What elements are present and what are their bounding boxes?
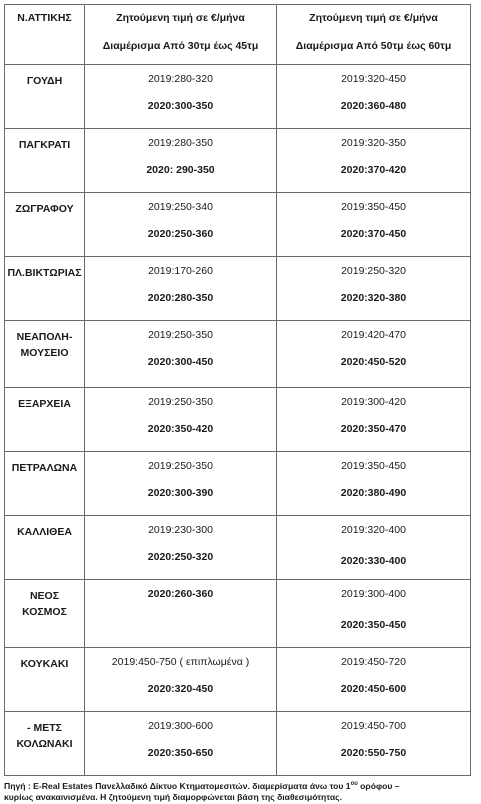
price-2020: 2020:280-350	[147, 292, 214, 304]
price-2020: 2020:250-320	[147, 551, 214, 563]
price-2019: 2019:250-340	[148, 201, 213, 213]
price-2020: 2020:300-450	[147, 356, 214, 368]
price-2019: 2019:230-300	[148, 524, 213, 536]
table-row	[5, 452, 471, 516]
price-2020: 2020:450-600	[340, 683, 407, 695]
source-text: Πηγή : E-Real Estates Πανελλαδικό Δίκτυο Κτηματομεσιτών. διαμερίσματα άνω του 1	[4, 780, 351, 791]
area-name: ΓΟΥΔΗ	[5, 65, 85, 129]
small-apartment-prices	[85, 712, 277, 776]
area-name: ΠΑΓΚΡΑΤΙ	[5, 129, 85, 193]
table-row	[5, 65, 471, 129]
small-apartment-prices	[85, 516, 277, 580]
price-2020: 2020:260-360	[147, 588, 214, 600]
area-name: ΚΑΛΛΙΘΕΑ	[5, 516, 85, 580]
price-2019: 2019:250-320	[341, 265, 406, 277]
header-large-line2: Διαμέρισμα Από 50τμ έως 60τμ	[295, 40, 452, 52]
table-row	[5, 712, 471, 776]
price-2020: 2020:300-350	[147, 100, 214, 112]
area-name-line2: ΚΟΛΩΝΑΚΙ	[16, 738, 73, 750]
price-2020: 2020:370-420	[340, 164, 407, 176]
area-name	[5, 580, 85, 648]
header-large-line1: Ζητούμενη τιμή σε €/μήνα	[309, 12, 438, 24]
header-area: Ν.ΑΤΤΙΚΗΣ	[5, 5, 85, 65]
price-2019: 2019:450-750 ( επιπλωμένα )	[111, 656, 250, 668]
large-apartment-prices	[277, 580, 471, 648]
price-2020: 2020:370-450	[340, 228, 407, 240]
small-apartment-prices	[85, 580, 277, 648]
price-2020: 2020:360-480	[340, 100, 407, 112]
small-apartment-prices	[85, 65, 277, 129]
small-apartment-prices	[85, 257, 277, 321]
price-2020: 2020:350-470	[340, 423, 407, 435]
price-2020: 2020:450-520	[340, 356, 407, 368]
header-small-apartments	[85, 5, 277, 65]
large-apartment-prices	[277, 712, 471, 776]
area-name-line1: - ΜΕΤΣ	[27, 722, 62, 734]
area-name-line1: ΝΕΑΠΟΛΗ-	[16, 331, 73, 343]
price-2019: 2019:420-470	[341, 329, 406, 341]
table-row	[5, 193, 471, 257]
area-name: ΠΕΤΡΑΛΩΝΑ	[5, 452, 85, 516]
area-name-line2: ΜΟΥΣΕΙΟ	[20, 347, 69, 359]
area-name-line1: ΝΕΟΣ	[29, 590, 60, 602]
small-apartment-prices	[85, 321, 277, 388]
large-apartment-prices	[277, 129, 471, 193]
area-name: ΕΞΑΡΧΕΙΑ	[5, 388, 85, 452]
price-2020: 2020:300-390	[147, 487, 214, 499]
price-2019: 2019:250-350	[148, 396, 213, 408]
table-row	[5, 580, 471, 648]
large-apartment-prices	[277, 452, 471, 516]
document-page	[4, 4, 473, 804]
source-text-line2: κυρίως ανακαινισμένα. Η ζητούμενη τιμή διαμορφώνεται βάση της διαθεσιμότητας.	[4, 792, 343, 803]
table-row	[5, 648, 471, 712]
header-small-line2: Διαμέρισμα Από 30τμ έως 45τμ	[102, 40, 259, 52]
price-2019: 2019:170-260	[148, 265, 213, 277]
small-apartment-prices	[85, 129, 277, 193]
area-name-line2: ΚΟΣΜΟΣ	[22, 606, 67, 618]
area-name: ΖΩΓΡΑΦΟΥ	[5, 193, 85, 257]
price-2019: 2019:250-350	[148, 329, 213, 341]
price-2019: 2019:320-450	[341, 73, 406, 85]
small-apartment-prices	[85, 193, 277, 257]
price-2019: 2019:320-400	[341, 524, 406, 536]
price-2020: 2020: 290-350	[146, 164, 215, 176]
table-row	[5, 129, 471, 193]
small-apartment-prices	[85, 648, 277, 712]
table-row	[5, 257, 471, 321]
price-2019: 2019:250-350	[148, 460, 213, 472]
price-2019: 2019:300-400	[341, 588, 406, 600]
price-2020: 2020:250-360	[147, 228, 214, 240]
area-name	[5, 321, 85, 388]
header-large-apartments	[277, 5, 471, 65]
large-apartment-prices	[277, 388, 471, 452]
price-2019: 2019:300-420	[341, 396, 406, 408]
price-2020: 2020:320-450	[147, 683, 214, 695]
price-2020: 2020:380-490	[340, 487, 407, 499]
source-note	[4, 779, 464, 804]
price-2020: 2020:330-400	[340, 555, 407, 567]
small-apartment-prices	[85, 452, 277, 516]
table-row	[5, 321, 471, 388]
price-2020: 2020:350-420	[147, 423, 214, 435]
price-2019: 2019:300-600	[148, 720, 213, 732]
large-apartment-prices	[277, 65, 471, 129]
large-apartment-prices	[277, 516, 471, 580]
source-superscript: ου	[350, 781, 358, 787]
price-2019: 2019:450-720	[341, 656, 406, 668]
large-apartment-prices	[277, 321, 471, 388]
table-header-row	[5, 5, 471, 65]
price-2020: 2020:550-750	[340, 747, 407, 759]
source-text-end: ορόφου –	[357, 780, 400, 791]
price-2020: 2020:350-650	[147, 747, 214, 759]
area-name: ΚΟΥΚΑΚΙ	[5, 648, 85, 712]
table-row	[5, 516, 471, 580]
price-2020: 2020:320-380	[340, 292, 407, 304]
price-2019: 2019:450-700	[341, 720, 406, 732]
price-2019: 2019:280-350	[148, 137, 213, 149]
price-2019: 2019:350-450	[341, 460, 406, 472]
price-2019: 2019:320-350	[341, 137, 406, 149]
price-2019: 2019:350-450	[341, 201, 406, 213]
price-2019: 2019:280-320	[148, 73, 213, 85]
price-2020: 2020:350-450	[340, 619, 407, 631]
table-row	[5, 388, 471, 452]
area-name	[5, 712, 85, 776]
header-small-line1: Ζητούμενη τιμή σε €/μήνα	[116, 12, 245, 24]
area-name: ΠΛ.ΒΙΚΤΩΡΙΑΣ	[5, 257, 85, 321]
large-apartment-prices	[277, 257, 471, 321]
small-apartment-prices	[85, 388, 277, 452]
rent-price-table	[4, 4, 471, 776]
large-apartment-prices	[277, 648, 471, 712]
large-apartment-prices	[277, 193, 471, 257]
